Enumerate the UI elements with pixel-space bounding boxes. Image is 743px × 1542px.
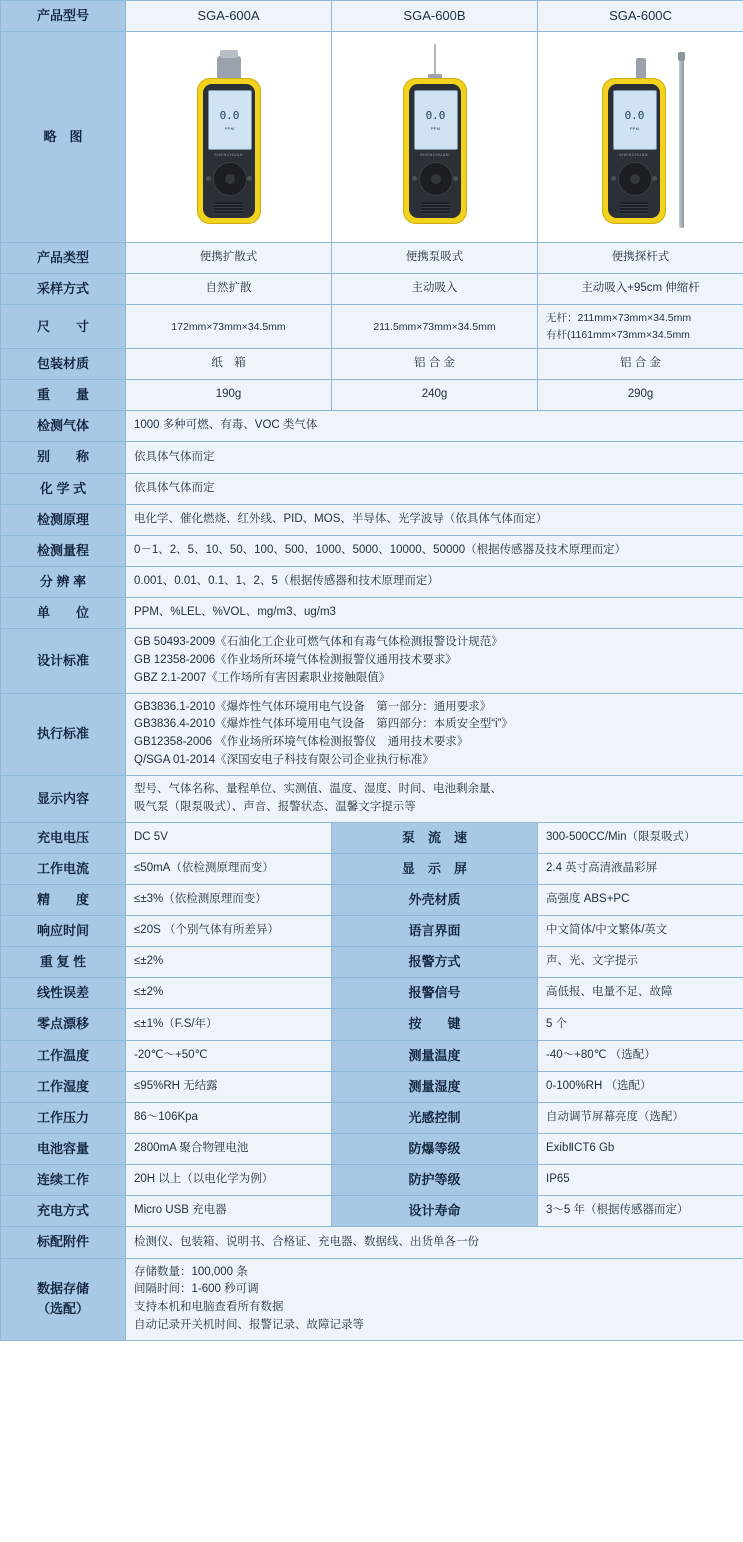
working-pressure-value: 86～106Kpa — [126, 1102, 332, 1133]
light-control-value: 自动调节屏幕亮度（选配） — [538, 1102, 743, 1133]
data-storage-line2: 间隔时间：1-600 秒可调 — [134, 1283, 259, 1296]
continuous-work-value: 20H 以上（以电化学为例） — [126, 1165, 332, 1196]
row-label-light-control: 光感控制 — [332, 1102, 538, 1133]
table-row-display-content — [1, 775, 743, 822]
row-label-resolution: 分 辨 率 — [1, 566, 126, 597]
product-image-b — [332, 32, 538, 243]
model-b: SGA-600B — [332, 1, 538, 32]
table-row-charge-voltage — [1, 822, 743, 853]
screen-reading-b: 0.0 — [425, 109, 446, 123]
device-brand-c: SHENCHUAN — [619, 152, 648, 158]
table-row-detect-gas — [1, 411, 743, 442]
unit-value: PPM、%LEL、%VOL、mg/m3、ug/m3 — [126, 598, 743, 629]
row-label-diagram: 略 图 — [1, 32, 126, 243]
product-type-b: 便携泵吸式 — [332, 243, 538, 274]
response-time-value: ≤20S （个别气体有所差异） — [126, 915, 332, 946]
data-storage-line4: 自动记录开关机时间、报警记录、故障记录等 — [134, 1318, 364, 1331]
data-storage-label-line2: （选配） — [36, 1301, 89, 1317]
table-row-packing — [1, 348, 743, 379]
design-standard-line3: GBZ 2.1-2007《工作场所有害因素职业接触限值》 — [134, 671, 391, 684]
working-temperature-value: -20℃～+50℃ — [126, 1040, 332, 1071]
sampling-b: 主动吸入 — [332, 274, 538, 305]
row-label-linear-error: 线性误差 — [1, 978, 126, 1009]
row-label-explosion-grade: 防爆等级 — [332, 1133, 538, 1164]
screen-reading-c: 0.0 — [624, 109, 645, 123]
keys-value: 5 个 — [538, 1009, 743, 1040]
model-a: SGA-600A — [126, 1, 332, 32]
table-row-continuous-work — [1, 1165, 743, 1196]
row-label-design-life: 设计寿命 — [332, 1196, 538, 1227]
device-screen-c — [613, 90, 657, 150]
device-probe-icon — [598, 42, 684, 232]
table-row-model — [1, 1, 743, 32]
data-storage-line1: 存储数量：100,000 条 — [134, 1265, 248, 1278]
explosion-grade-value: ExibⅡCT6 Gb — [538, 1133, 743, 1164]
row-label-shell-material: 外壳材质 — [332, 884, 538, 915]
language-value: 中文简体/中文繁体/英文 — [538, 915, 743, 946]
table-row-exec-standard — [1, 693, 743, 775]
row-label-range: 检测量程 — [1, 535, 126, 566]
formula-value: 依具体气体而定 — [126, 473, 743, 504]
table-row-working-pressure — [1, 1102, 743, 1133]
exec-standard-line1: GB3836.1-2010《爆炸性气体环境用电气设备 第一部分：通用要求》 — [134, 700, 492, 713]
measure-humidity-value: 0-100%RH （选配） — [538, 1071, 743, 1102]
device-pump-icon — [392, 42, 478, 232]
row-label-pump-flow: 泵 流 速 — [332, 822, 538, 853]
row-label-sampling: 采样方式 — [1, 274, 126, 305]
row-label-packing: 包装材质 — [1, 348, 126, 379]
device-screen-b — [414, 90, 458, 150]
row-label-unit: 单 位 — [1, 598, 126, 629]
row-label-model: 产品型号 — [1, 1, 126, 32]
table-row-diagram — [1, 32, 743, 243]
zero-drift-value: ≤±1%（F.S/年） — [126, 1009, 332, 1040]
row-label-accuracy: 精 度 — [1, 884, 126, 915]
range-value: 0－1、2、5、10、50、100、500、1000、5000、10000、50000（根据传感器及技术原理而定） — [126, 535, 743, 566]
row-label-product-type: 产品类型 — [1, 243, 126, 274]
table-row-response-time — [1, 915, 743, 946]
charge-voltage-value: DC 5V — [126, 822, 332, 853]
sampling-c: 主动吸入+95cm 伸缩杆 — [538, 274, 743, 305]
table-row-working-current — [1, 853, 743, 884]
product-image-a — [126, 32, 332, 243]
working-current-value: ≤50mA（依检测原理而变） — [126, 853, 332, 884]
accuracy-value: ≤±3%（依检测原理而变） — [126, 884, 332, 915]
table-row-resolution — [1, 566, 743, 597]
row-label-working-humidity: 工作湿度 — [1, 1071, 126, 1102]
table-row-principle — [1, 504, 743, 535]
row-label-charge-mode: 充电方式 — [1, 1196, 126, 1227]
display-content-value — [126, 775, 743, 822]
exec-standard-line4: Q/SGA 01-2014《深国安电子科技有限公司企业执行标准》 — [134, 754, 434, 767]
data-storage-value — [126, 1258, 743, 1340]
row-label-principle: 检测原理 — [1, 504, 126, 535]
design-life-value: 3～5 年（根据传感器而定） — [538, 1196, 743, 1227]
alarm-signal-value: 高低报、电量不足、故障 — [538, 978, 743, 1009]
row-label-measure-humidity: 测量湿度 — [332, 1071, 538, 1102]
row-label-response-time: 响应时间 — [1, 915, 126, 946]
row-label-design-standard: 设计标准 — [1, 629, 126, 693]
screen-reading-a: 0.0 — [219, 109, 240, 123]
table-row-formula — [1, 473, 743, 504]
linear-error-value: ≤±2% — [126, 978, 332, 1009]
measure-temperature-value: -40～+80℃ （选配） — [538, 1040, 743, 1071]
row-label-continuous-work: 连续工作 — [1, 1165, 126, 1196]
table-row-accuracy — [1, 884, 743, 915]
row-label-battery-capacity: 电池容量 — [1, 1133, 126, 1164]
table-row-working-temperature — [1, 1040, 743, 1071]
detect-gas-value: 1000 多种可燃、有毒、VOC 类气体 — [126, 411, 743, 442]
exec-standard-line3: GB12358-2006 《作业场所环境气体检测报警仪 通用技术要求》 — [134, 736, 469, 749]
row-label-accessories: 标配附件 — [1, 1227, 126, 1258]
exec-standard-line2: GB3836.4-2010《爆炸性气体环境用电气设备 第四部分：本质安全型“i”》 — [134, 718, 513, 731]
protection-grade-value: IP65 — [538, 1165, 743, 1196]
table-row-size — [1, 305, 743, 349]
screen-unit-c: PPM — [629, 126, 640, 132]
table-row-product-type — [1, 243, 743, 274]
table-row-charge-mode — [1, 1196, 743, 1227]
row-label-working-pressure: 工作压力 — [1, 1102, 126, 1133]
size-b: 211.5mm×73mm×34.5mm — [332, 305, 538, 349]
packing-c: 铝 合 金 — [538, 348, 743, 379]
exec-standard-value — [126, 693, 743, 775]
repeatability-value: ≤±2% — [126, 947, 332, 978]
sampling-a: 自然扩散 — [126, 274, 332, 305]
battery-capacity-value: 2800mA 聚合物锂电池 — [126, 1133, 332, 1164]
row-label-repeatability: 重 复 性 — [1, 947, 126, 978]
row-label-alarm-signal: 报警信号 — [332, 978, 538, 1009]
row-label-display-content: 显示内容 — [1, 775, 126, 822]
design-standard-value — [126, 629, 743, 693]
device-screen-a — [208, 90, 252, 150]
alarm-mode-value: 声、光、文字提示 — [538, 947, 743, 978]
row-label-language: 语言界面 — [332, 915, 538, 946]
row-label-working-temperature: 工作温度 — [1, 1040, 126, 1071]
table-row-design-standard — [1, 629, 743, 693]
table-row-accessories — [1, 1227, 743, 1258]
product-type-a: 便携扩散式 — [126, 243, 332, 274]
table-row-working-humidity — [1, 1071, 743, 1102]
resolution-value: 0.001、0.01、0.1、1、2、5（根据传感器和技术原理而定） — [126, 566, 743, 597]
product-type-c: 便携探杆式 — [538, 243, 743, 274]
row-label-display-screen: 显 示 屏 — [332, 853, 538, 884]
table-row-linear-error — [1, 978, 743, 1009]
packing-b: 铝 合 金 — [332, 348, 538, 379]
display-content-line2: 吸气泵（限泵吸式）、声音、报警状态、温馨文字提示等 — [134, 800, 416, 813]
size-c-line2: 有杆(1161mm×73mm×34.5mm — [546, 328, 690, 341]
row-label-working-current: 工作电流 — [1, 853, 126, 884]
row-label-data-storage — [1, 1258, 126, 1340]
size-a: 172mm×73mm×34.5mm — [126, 305, 332, 349]
device-brand-a: SHENCHUAN — [214, 152, 243, 158]
charge-mode-value: Micro USB 充电器 — [126, 1196, 332, 1227]
size-c-line1: 无杆：211mm×73mm×34.5mm — [546, 312, 692, 325]
product-image-c — [538, 32, 743, 243]
data-storage-line3: 支持本机和电脑查看所有数据 — [134, 1301, 284, 1314]
table-row-weight — [1, 380, 743, 411]
table-row-repeatability — [1, 947, 743, 978]
alias-value: 依具体气体而定 — [126, 442, 743, 473]
row-label-detect-gas: 检测气体 — [1, 411, 126, 442]
design-standard-line2: GB 12358-2006《作业场所环境气体检测报警仪通用技术要求》 — [134, 654, 457, 667]
table-row-range — [1, 535, 743, 566]
weight-c: 290g — [538, 380, 743, 411]
table-row-sampling — [1, 274, 743, 305]
shell-material-value: 高强度 ABS+PC — [538, 884, 743, 915]
size-c — [538, 305, 743, 349]
display-content-line1: 型号、气体名称、量程单位、实测值、温度、湿度、时间、电池剩余量、 — [134, 782, 502, 795]
packing-a: 纸 箱 — [126, 348, 332, 379]
table-row-data-storage — [1, 1258, 743, 1340]
row-label-exec-standard: 执行标准 — [1, 693, 126, 775]
table-row-zero-drift — [1, 1009, 743, 1040]
row-label-measure-temperature: 测量温度 — [332, 1040, 538, 1071]
table-row-battery-capacity — [1, 1133, 743, 1164]
data-storage-label-line1: 数据存储 — [36, 1280, 89, 1296]
accessories-value: 检测仪、包装箱、说明书、合格证、充电器、数据线、出货单各一份 — [126, 1227, 743, 1258]
row-label-protection-grade: 防护等级 — [332, 1165, 538, 1196]
row-label-alias: 别 称 — [1, 442, 126, 473]
row-label-charge-voltage: 充电电压 — [1, 822, 126, 853]
weight-b: 240g — [332, 380, 538, 411]
row-label-alarm-mode: 报警方式 — [332, 947, 538, 978]
pump-flow-value: 300-500CC/Min（限泵吸式） — [538, 822, 743, 853]
design-standard-line1: GB 50493-2009《石油化工企业可燃气体和有毒气体检测报警设计规范》 — [134, 636, 503, 649]
device-brand-b: SHENCHUAN — [420, 152, 449, 158]
row-label-formula: 化 学 式 — [1, 473, 126, 504]
weight-a: 190g — [126, 380, 332, 411]
table-row-alias — [1, 442, 743, 473]
row-label-keys: 按 键 — [332, 1009, 538, 1040]
screen-unit-a: PPM — [224, 126, 235, 132]
row-label-size: 尺 寸 — [1, 305, 126, 349]
table-row-unit — [1, 598, 743, 629]
device-diffusion-icon — [186, 42, 272, 232]
model-c: SGA-600C — [538, 1, 743, 32]
working-humidity-value: ≤95%RH 无结露 — [126, 1071, 332, 1102]
principle-value: 电化学、催化燃烧、红外线、PID、MOS、半导体、光学波导（依具体气体而定） — [126, 504, 743, 535]
row-label-weight: 重 量 — [1, 380, 126, 411]
screen-unit-b: PPM — [430, 126, 441, 132]
display-screen-value: 2.4 英寸高清液晶彩屏 — [538, 853, 743, 884]
row-label-zero-drift: 零点漂移 — [1, 1009, 126, 1040]
